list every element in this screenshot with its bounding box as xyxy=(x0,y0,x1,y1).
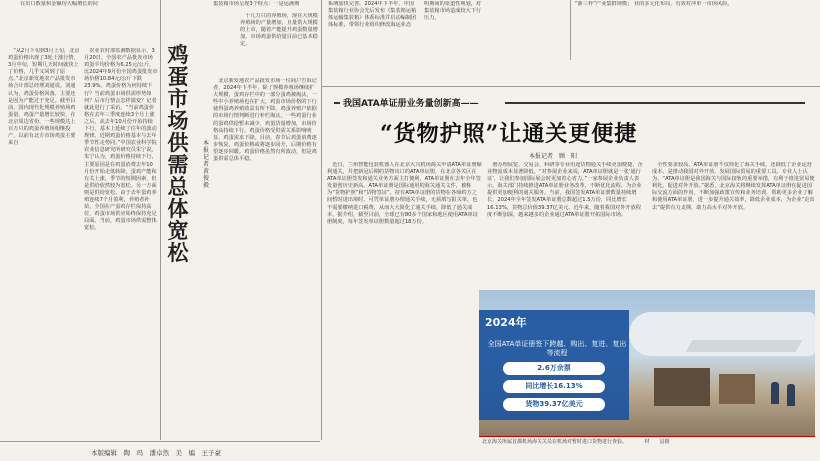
cargo-crate xyxy=(719,374,755,404)
top-fragment-col1: 在出口数量和金额均大幅增长的同 xyxy=(20,1,98,7)
left-article-column-4: 北京新发地农产品批发市场一位商户告诉记者，2024年下半年，除了规模养殖场继续扩大规模，蛋鸡存栏中的一部分蛋鸡被淘汰，一些中小养殖场也在扩大。鸡蛋市场价格的下行使得蛋鸡养殖效益有所下降，鸡蛋养殖户依据的市场行情判断进行补栏淘汰，一些鸡蛋行业的蛋鸡供给暂未减少，鸡蛋货量增加，市场价格高持续下行。鸡蛋价格受供需关系影响明显，鸡蛋需求下降。目前，春节后鸡蛋消费逐步恢复，鸡蛋价格或将逐步回升，后期价格有望逐步回暖。鸡蛋价格虽然有所波动，但是鸡蛋供需总体平稳。 xyxy=(213,78,317,163)
kicker-rule xyxy=(505,102,805,104)
column-rule xyxy=(321,0,322,440)
left-article-column-2: “从2月下旬到3月上旬，北京鸡蛋价格出现了3轮上涨行情，3月中旬，短期几天时间就快上了价格，几乎又回到了原点。”北京新发地农产品批发市场合计部总经理刘通说。刘通认为，鸡蛋价格回落，主要还是因为产能过于充足。截至目前，国内现代化规模养殖场鸡蛋量、鸡蛋产量增长较快，在北京周边省份，一些规模达上百万只的鸡蛋养殖场相继投产，以前有北方市场鸡蛋主要来自 xyxy=(8,48,80,147)
article-kicker: 我国ATA单证册业务量创新高—— xyxy=(343,99,479,109)
customs-officer-figure xyxy=(771,382,779,404)
main-article-column-3: 全性要求较高，ATA单证册不仅简化了海关手续，还降低了企业运营成本，是推动我国对外开放，发展国际贸易的重要工具。专业人士认为，“ATA单证册是我国海关与国际接轨的重要举措，有利于推进贸易便利化，促进对外开放。”据悉，北京海关将继续发挥ATA单证册在促进国际交流方面的作用，不断加强政策宣传和业务培训，帮助更多企业了解和使用ATA单证册，进一步提升通关效率，降低企业成本，为企业“走出去”提供有力支撑，助力高水平对外开放。 xyxy=(652,162,815,211)
left-article-headline: 鸡蛋市场供需总体宽松 xyxy=(167,42,189,265)
page-footer-editors: 本版编辑 陶 玛 潘卓然 美 编 王子豪 xyxy=(91,449,221,457)
article-headline: “货物护照”让通关更便捷 xyxy=(380,121,638,147)
infographic-year: 2024年 xyxy=(485,316,527,329)
article-reporter: 本报记者 顾 阳 xyxy=(529,153,578,160)
caption-rule xyxy=(479,436,815,437)
main-article-column-1: 近日，兰州智能包装机器人在北京大兴机场海关申请ATA单证册顺利通关，并把新冠后期的货物出口的ATA单证册，在北京各关区在ATA单证册签发和通关业务方面主打便利，ATA单证册在去年全年签发量创历史新高。ATA单证册是国际通用的海关通关文件，被称为“货物护照”和“货物签证”。持有ATA单证册的货物在各缔约方之间暂时进出境时，可凭单证册办理通关手续，无须填写报关单，也不需要缴纳进口税费，从而大大简化了通关手续，降低了通关成本。据介绍，截至目前，全球已有80多个国家和地区使用ATA单证册制度，每年签发单证册数量超过18万份。 xyxy=(327,162,482,225)
top-fragment-col6: “新三样”产业集群规模； 业的多元化布局，有效对冲单一市场风险。 xyxy=(575,1,733,7)
kicker-rule xyxy=(334,102,340,104)
top-fragment-col5b: 明期间的渠道性规划，对集装箱市场造成较大下行压力。 xyxy=(424,1,482,22)
airplane-wing-shape xyxy=(686,340,803,352)
ata-infographic-panel xyxy=(479,310,629,420)
left-article-column-3: 十几万只的养殖场，现在大规模养殖场的产量增加，且量供大规模的上市，随着产能提升鸡蛋数量增加，市场鸡蛋供给量目前已基本稳定。 xyxy=(240,13,318,48)
photo-caption: 北京海关所属首都机场海关关员在机场对暂时进口货物进行查验。 材 县摄 xyxy=(482,439,670,445)
main-article-column-2: 册办理展览、交易会、科研等专业用途货物通关手续更加便捷，企业物流成本显著降低。“对参展企业来说，ATA单证册就是一张‘通行证’，让我们参加国际展会时更加省心省力。”一家参展企业负责人表示。海关部门持续推进ATA单证册业务改革，不断优化流程，为企业提供更加便利的通关服务。当前，我国签发ATA单证册数量持续增长，2024年全年签发ATA单证册总数超过1.5万份，同比增长16.13%，货物总价值39.37亿美元。近年来，随着我国对外开放程度不断加深，越来越多的企业通过ATA单证册开拓国际市场。 xyxy=(487,162,643,218)
column-rule xyxy=(570,0,571,60)
left-article-column-1: 农业农村部监测数据显示，3月20日，全国农产品批发市场鸡蛋平均价格为6.25元/公斤，比2024年9月份全国鸡蛋批发市场价格10.84元/公斤下跌23.9%。鸡蛋价格为何持续下行？当前鸡蛋市场供需形势如何？后市行情会怎样演变？记者就此进行了采访。“当前鸡蛋价格在去年三季度连续3个月上涨之后，从去年10月份开始持续下行，基本上延续了往年的波动规律。近期鸡蛋价格基本与去年季节性走势同。”中国农业科学院农业信息研究所研究员朱宁说。朱宁认为，鸡蛋价格持续下行，主要原因是在鸡蛋消费去年10月份开始走低转降，蛋鸡产能和有关上涨，季节的短期因素，但是供给依然较为宽松。另一方面则是供给宽松。由于去年蛋鸡养殖连续7个月盈利，养殖者补苗，全国在产蛋鸡存栏保持高位，鸡蛋市场供应始终保持充足局面。当前，鸡蛋市场供需整体宽松。 xyxy=(84,48,158,232)
infographic-stat-value: 货物39.37亿美元 xyxy=(503,398,605,411)
footer-rule xyxy=(0,441,320,442)
left-article-byline: 本报记者 黄俊毅 xyxy=(203,140,216,189)
infographic-stat-count: 2.6万余票 xyxy=(503,362,605,375)
top-fragment-col3: 集装箱市场呈现3个特点：一是运满期 xyxy=(213,1,300,7)
customs-officer-figure xyxy=(787,384,795,406)
top-fragment-col5a: 系统加快完善。2024年下半年，中国集装箱行业协会先后发布《集装箱运箱体运输集装箱》体系标准并启动编制团体标准，带领行业组织修改海运业态 xyxy=(328,1,417,29)
section-divider xyxy=(322,86,820,87)
cargo-crate xyxy=(654,368,710,406)
infographic-subtitle: 全国ATA单证册签下跨越、购出、复进、复出等流程 xyxy=(487,340,627,357)
column-rule xyxy=(160,0,161,440)
infographic-stat-growth: 同比增长16.13% xyxy=(503,380,605,393)
